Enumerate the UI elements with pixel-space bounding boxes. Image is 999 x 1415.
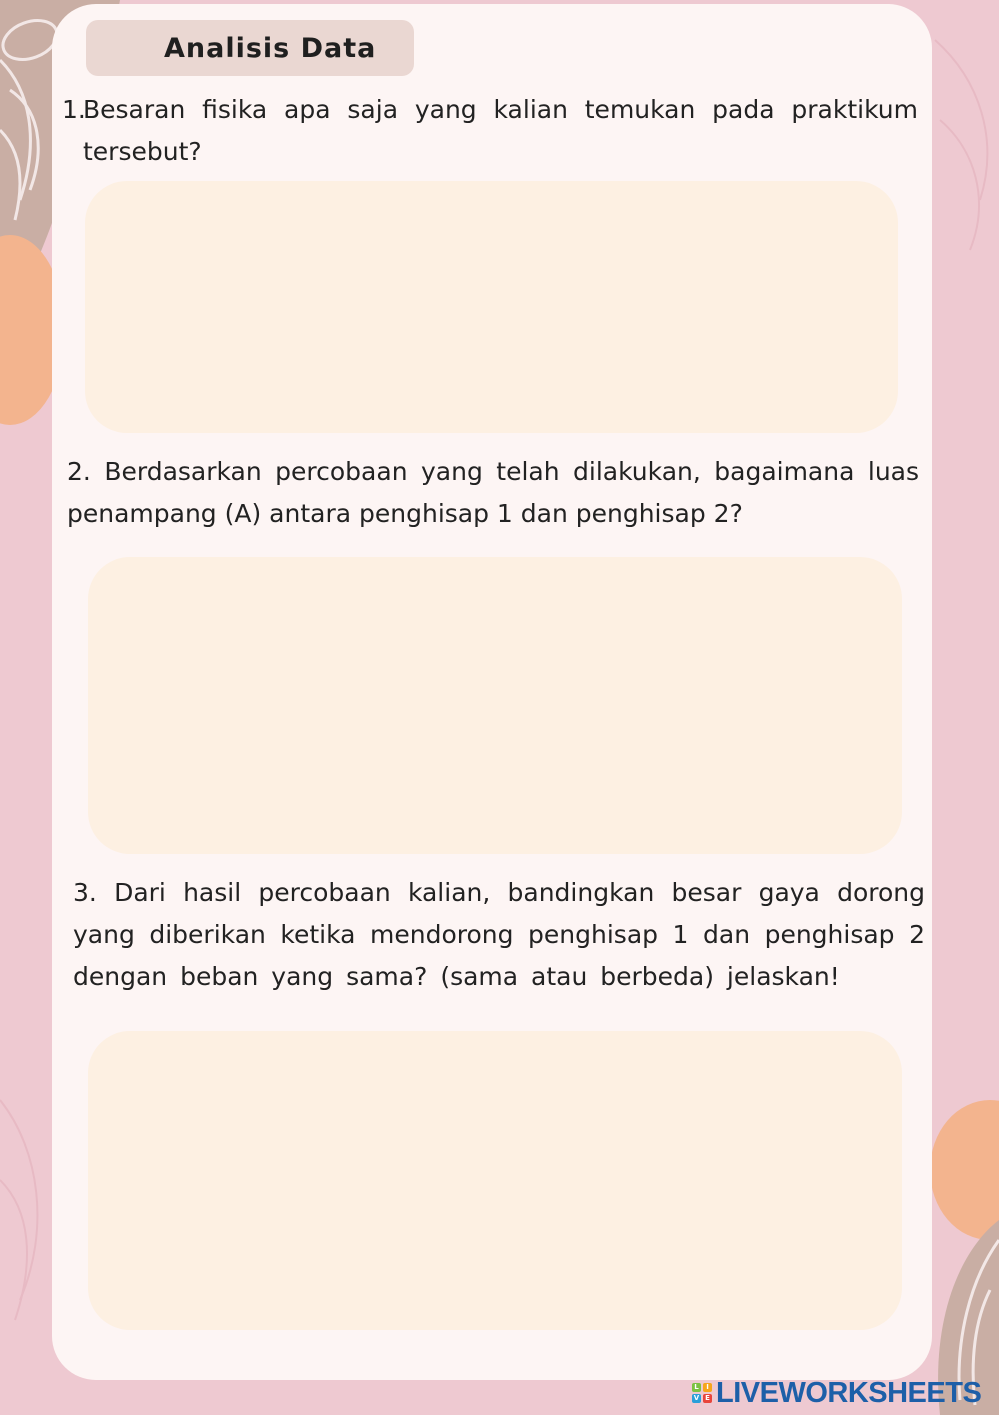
answer-box-1[interactable] [85,181,898,433]
liveworksheets-brand [692,1378,981,1408]
question-1 [62,89,918,173]
question-1-number: 1. [62,95,86,124]
answer-box-2[interactable] [88,557,902,854]
question-2-number: 2. [67,457,91,486]
brand-name: LIVEWORKSHEETS [716,1376,982,1409]
question-2 [67,451,919,535]
question-3-number: 3. [73,878,97,907]
liveworksheets-logo-icon: L I V E [692,1383,712,1403]
question-3-text: Dari hasil percobaan kalian, bandingkan besar gaya dorong yang diberikan ketika mendorong penghisap 1 dan penghisap 2 dengan beban yang sama? (sama atau berbeda) jelaskan! [73,878,925,991]
question-1-text: Besaran fisika apa saja yang kalian temukan pada praktikum tersebut? [83,95,918,166]
question-3 [73,872,925,998]
page-title: Analisis Data [164,32,377,64]
title-banner [86,20,414,76]
question-2-text: Berdasarkan percobaan yang telah dilakukan, bagaimana luas penampang (A) antara penghisap 1 dan penghisap 2? [67,457,920,528]
answer-box-3[interactable] [88,1031,902,1330]
